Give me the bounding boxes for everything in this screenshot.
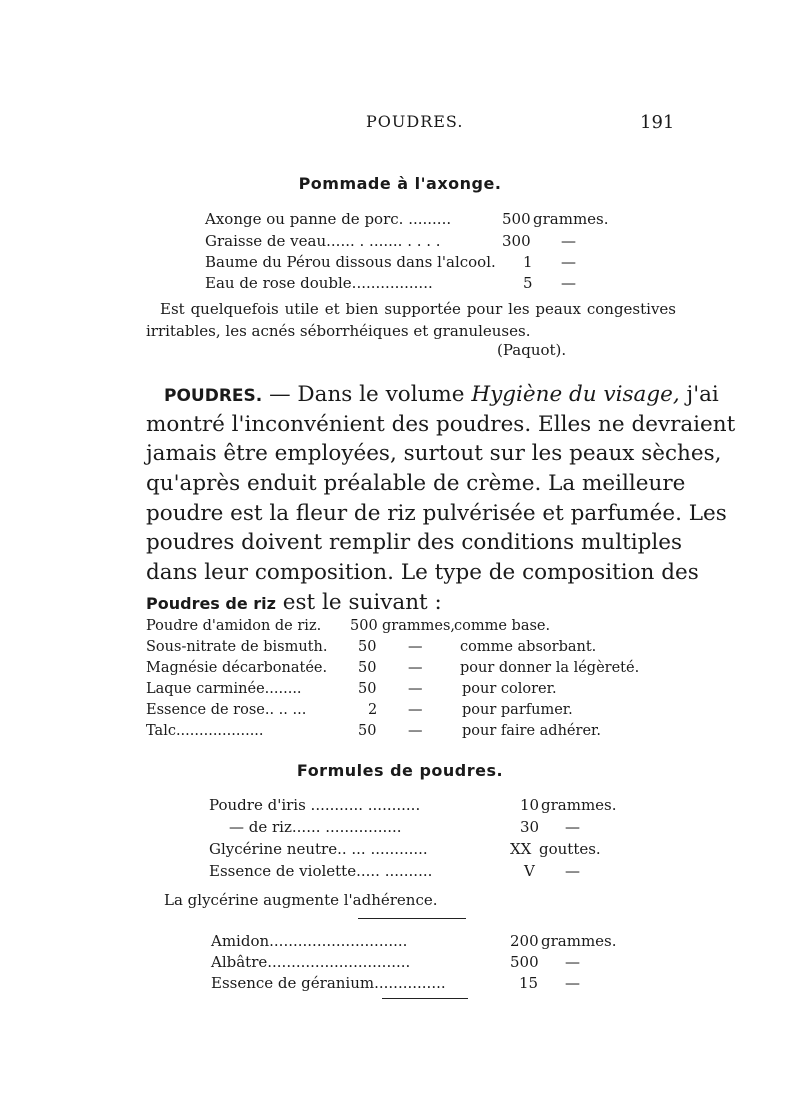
- ingredient-name: Laque carminée........: [146, 681, 302, 697]
- ingredient-quantity: 30: [520, 818, 540, 836]
- ingredient-quantity: 1: [523, 253, 533, 271]
- ingredient-name: — de riz...... ................: [229, 818, 402, 836]
- running-head-title: POUDRES.: [366, 112, 464, 131]
- ingredient-purpose: comme absorbant.: [460, 639, 597, 655]
- ingredient-unit: —: [565, 953, 580, 971]
- page-number: 191: [640, 112, 675, 133]
- ingredient-unit: —: [565, 974, 580, 992]
- ingredient-name: Essence de violette..... ..........: [209, 862, 433, 880]
- ingredient-name: Baume du Pérou dissous dans l'alcool.: [205, 253, 496, 271]
- ingredient-unit: grammes.: [541, 932, 617, 950]
- body-line: [146, 380, 719, 410]
- ingredient-name: Graisse de veau...... . ....... . . . .: [205, 232, 441, 250]
- ingredient-name: Poudre d'amidon de riz.: [146, 618, 322, 634]
- ingredient-quantity: V: [524, 862, 535, 880]
- book-title: Hygiène du visage,: [471, 382, 680, 407]
- composition-row: [146, 702, 676, 724]
- ingredient-unit: gouttes.: [539, 840, 601, 858]
- ingredient-name: Essence de rose.. .. ...: [146, 702, 307, 718]
- ingredient-quantity: XX: [510, 840, 532, 858]
- body-text-run: — Dans le volume: [262, 382, 472, 407]
- body-text-run: est le suivant :: [275, 589, 442, 615]
- ingredient-quantity: 15: [519, 974, 539, 992]
- ingredient-unit: —: [408, 660, 423, 676]
- ingredient-unit: —: [561, 253, 576, 271]
- bottom-rule: [382, 998, 468, 999]
- recipe-row: [205, 274, 625, 296]
- ingredient-quantity: 500: [510, 953, 539, 971]
- ingredient-purpose: pour parfumer.: [462, 702, 573, 718]
- section-lead: POUDRES.: [164, 386, 263, 406]
- ingredient-name: Axonge ou panne de porc. .........: [205, 210, 452, 228]
- body-paragraph: [146, 380, 736, 618]
- separator-rule: [358, 918, 466, 919]
- ingredient-name: Magnésie décarbonatée.: [146, 660, 328, 676]
- ingredient-quantity: 300: [502, 232, 531, 250]
- ingredient-quantity: 200: [510, 932, 539, 950]
- formula-note: La glycérine augmente l'adhérence.: [164, 891, 438, 909]
- pommade-heading: Pommade à l'axonge.: [298, 174, 502, 193]
- ingredient-unit: —: [408, 681, 423, 697]
- poudres-de-riz-term: Poudres de riz: [146, 593, 276, 613]
- recipe-row: [205, 210, 625, 232]
- ingredient-unit: —: [561, 232, 576, 250]
- body-line: poudre est la fleur de riz pulvérisée et parfumée. Les: [146, 500, 727, 526]
- ingredient-quantity: 50: [358, 660, 377, 676]
- formules-heading: Formules de poudres.: [296, 761, 504, 780]
- ingredient-unit: —: [408, 639, 423, 655]
- composition-row: [146, 618, 676, 640]
- ingredient-unit: grammes.: [533, 210, 609, 228]
- ingredient-quantity: 50: [358, 723, 377, 739]
- composition-row: [146, 639, 676, 661]
- ingredient-unit: grammes,: [382, 618, 455, 634]
- ingredient-quantity: 500: [502, 210, 531, 228]
- ingredient-unit: —: [561, 274, 576, 292]
- pommade-note: Est quelquefois utile et bien supportée pour les peaux congestives irritables, les acnés séborrhéiques et granuleuses.: [146, 300, 676, 340]
- ingredient-name: Sous-nitrate de bismuth.: [146, 639, 328, 655]
- ingredient-unit: —: [408, 702, 423, 718]
- running-head: [0, 112, 800, 138]
- body-text-run: j'ai: [679, 382, 719, 407]
- composition-row: [146, 723, 676, 745]
- ingredient-quantity: 2: [368, 702, 378, 718]
- body-line: dans leur composition. Le type de composition des: [146, 560, 699, 586]
- ingredient-purpose: pour colorer.: [462, 681, 557, 697]
- ingredient-quantity: 5: [523, 274, 533, 292]
- ingredient-purpose: pour faire adhérer.: [462, 723, 601, 739]
- ingredient-purpose: comme base.: [454, 618, 551, 634]
- ingredient-name: Poudre d'iris ........... ...........: [209, 796, 421, 814]
- ingredient-unit: —: [408, 723, 423, 739]
- citation: (Paquot).: [497, 341, 567, 359]
- body-line: poudres doivent remplir des conditions multiples: [146, 530, 682, 556]
- recipe-row: [205, 232, 625, 254]
- recipe-row: [209, 818, 629, 840]
- ingredient-name: Amidon.............................: [211, 932, 408, 950]
- body-line: montré l'inconvénient des poudres. Elles ne devraient: [146, 411, 736, 437]
- composition-row: [146, 660, 676, 682]
- recipe-row: [209, 840, 629, 862]
- ingredient-name: Eau de rose double.................: [205, 274, 433, 292]
- ingredient-name: Albâtre..............................: [211, 953, 411, 971]
- body-line: qu'après enduit préalable de crème. La meilleure: [146, 471, 686, 497]
- ingredient-quantity: 10: [520, 796, 540, 814]
- recipe-row: [205, 253, 625, 275]
- recipe-row: [209, 862, 629, 884]
- ingredient-name: Talc...................: [146, 723, 264, 739]
- ingredient-unit: —: [565, 818, 580, 836]
- recipe-row: [211, 932, 631, 954]
- ingredient-unit: —: [565, 862, 580, 880]
- body-line: jamais être employées, surtout sur les peaux sèches,: [146, 441, 722, 467]
- recipe-row: [211, 953, 631, 975]
- ingredient-quantity: 50: [358, 681, 377, 697]
- ingredient-purpose: pour donner la légèreté.: [460, 660, 640, 676]
- ingredient-name: Glycérine neutre.. ... ............: [209, 840, 428, 858]
- ingredient-quantity: 50: [358, 639, 377, 655]
- recipe-row: [209, 796, 629, 818]
- body-line: [146, 588, 674, 618]
- ingredient-name: Essence de géranium...............: [211, 974, 446, 992]
- ingredient-quantity: 500: [350, 618, 378, 634]
- ingredient-unit: grammes.: [541, 796, 617, 814]
- composition-row: [146, 681, 676, 703]
- recipe-row: [211, 974, 631, 996]
